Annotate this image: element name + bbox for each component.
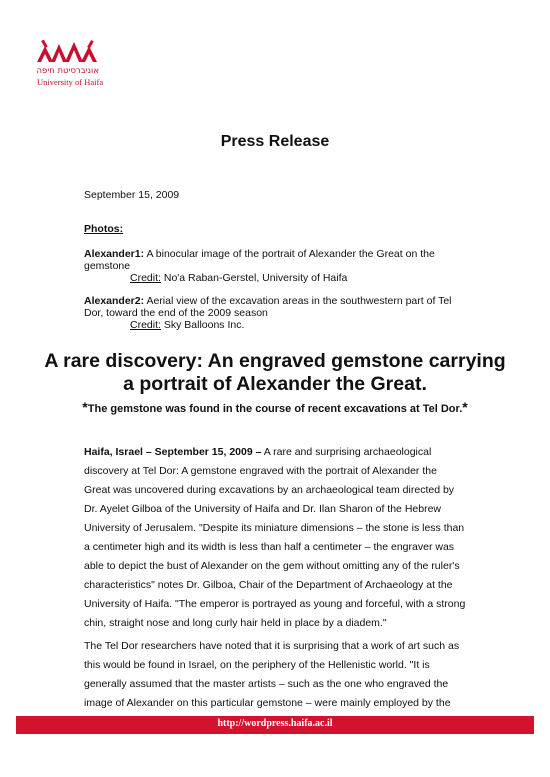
article-subhead bbox=[60, 398, 490, 419]
photos-label: Photos: bbox=[84, 223, 124, 235]
credit-value: Sky Balloons Inc. bbox=[160, 319, 245, 331]
photo-description: Aerial view of the excavation areas in the southwestern part of Tel Dor, toward the end of the 2009 season bbox=[84, 295, 452, 319]
body-paragraph-2: The Tel Dor researchers have noted that it is surprising that a work of art such as this would be found in Israel, on the periphery of the Hellenistic world. "It is generally assumed that the master artists – such as the one who engraved the image of Alexander on this particular gemstone – were mainly employed by the bbox=[84, 640, 460, 709]
credit-value: No'a Raban-Gerstel, University of Haifa bbox=[160, 272, 348, 284]
asterisk: * bbox=[82, 399, 88, 415]
photo-name: Alexander2: bbox=[84, 295, 145, 307]
press-release-title: Press Release bbox=[220, 133, 330, 150]
article-headline: A rare discovery: An engraved gemstone carrying a portrait of Alexander the Great. bbox=[44, 350, 506, 395]
university-logo bbox=[36, 40, 107, 87]
dateline: Haifa, Israel – September 15, 2009 – bbox=[84, 446, 262, 458]
asterisk: * bbox=[462, 399, 468, 415]
paragraph-text: A rare and surprising archaeological discovery at Tel Dor: A gemstone engraved with the portrait of Alexander the Great was uncovered during excavations by an archaeological team directed by Dr. Ayelet Gilboa of the University of Haifa and Dr. Ilan Sharon of the Hebrew University of Jerusalem. "Despite its miniature dimensions – the stone is less than a centimeter high and its width is less than half a centimeter – the engraver was able to depict the bust of Alexander on the gem without omitting any of the ruler's characteristics" notes Dr. Gilboa, Chair of the Department of Archaeology at the University of Haifa. "The emperor is portrayed as young and forceful, with a strong chin, straight nose and long curly hair held in place by a diadem." bbox=[84, 446, 466, 629]
footer-url[interactable]: http://wordpress.haifa.ac.il bbox=[217, 718, 333, 729]
credit-label: Credit: bbox=[130, 319, 161, 331]
logo-hebrew-text: אוניברסיטת חיפה bbox=[36, 66, 99, 76]
credit-label: Credit: bbox=[130, 272, 161, 284]
body-paragraph-1 bbox=[84, 443, 466, 633]
photo-entry-2 bbox=[84, 295, 464, 331]
logo-english-text: University of Haifa bbox=[37, 77, 104, 87]
photo-entry-1 bbox=[84, 248, 464, 284]
release-date: September 15, 2009 bbox=[84, 189, 180, 201]
photo-description: A binocular image of the portrait of Alexander the Great on the gemstone bbox=[84, 248, 435, 272]
photo-name: Alexander1: bbox=[84, 248, 145, 260]
subhead-text: The gemstone was found in the course of recent excavations at Tel Dor. bbox=[87, 403, 463, 415]
university-emblem-icon bbox=[37, 40, 99, 62]
footer-bar bbox=[16, 716, 534, 734]
